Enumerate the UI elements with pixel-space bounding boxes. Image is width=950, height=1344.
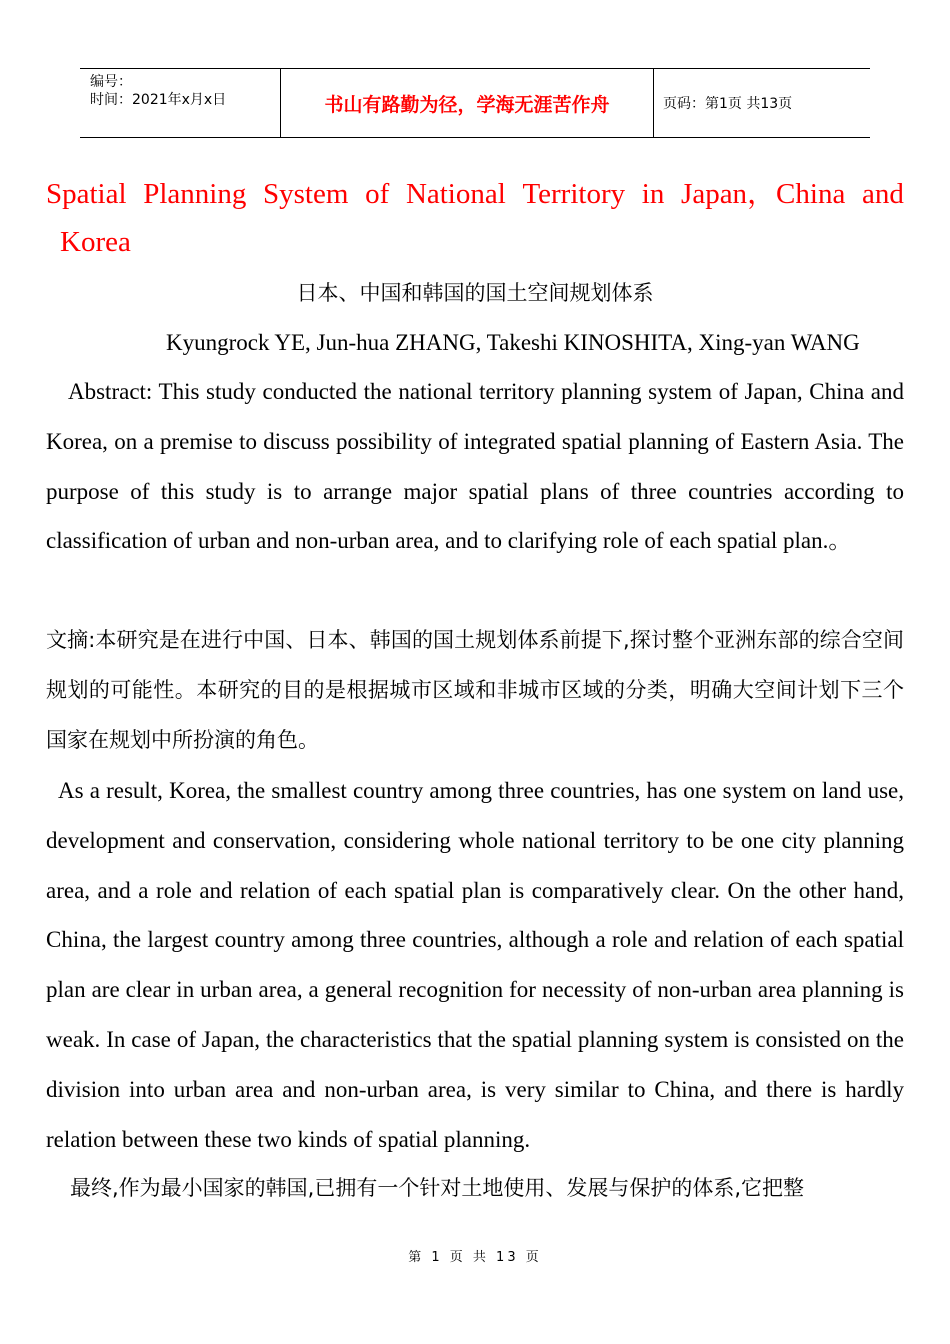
abstract-chinese: 文摘:本研究是在进行中国、日本、韩国的国土规划体系前提下,探讨整个亚洲东部的综合空间规划的可能性。本研究的目的是根据城市区域和非城市区域的分类，明确大空间计划下三个国家在规划中所扮演的角色。 (46, 628, 904, 752)
page-info: 页码：第1页 共13页 (663, 96, 793, 112)
abstract-english: Abstract: This study conducted the national territory planning system of Japan, China and Korea, on a premise to discuss possibility of integrated spatial planning of Eastern Asia. The purpose of this study is to arrange major spatial plans of three countries according to classification of urban and non-urban area, and to clarifying role of each spatial plan.。 (46, 379, 904, 554)
title-word: Spatial (46, 178, 127, 210)
result-paragraph-english: As a result, Korea, the smallest country among three countries, has one system on land use, development and conservation, considering whole national territory to be one city planning area, and a role and relation of each spatial plan is comparatively clear. On the other hand, China, the largest country among three countries, although a role and relation of each spatial plan are clear in urban area, a general recognition for necessity of non-urban area planning is weak. In case of Japan, the characteristics that the spatial planning system is consisted on the division into urban area and non-urban area, is very similar to China, and there is hardly relation between these two kinds of spatial planning. (46, 778, 904, 1152)
authors: Kyungrock YE, Jun-hua ZHANG, Takeshi KINOSHITA, Xing-yan WANG (166, 330, 860, 355)
header-page-cell (654, 69, 870, 137)
header-table (80, 68, 870, 138)
header-meta-cell (80, 69, 281, 137)
title-word: and (862, 178, 904, 210)
title-word: Japan，China (681, 178, 846, 210)
title-line-1 (46, 170, 904, 218)
title-word: System (263, 178, 349, 210)
chinese-subtitle: 日本、中国和韩国的国土空间规划体系 (296, 281, 654, 305)
title-word: of (365, 178, 390, 210)
result-paragraph-chinese: 最终,作为最小国家的韩国,已拥有一个针对土地使用、发展与保护的体系,它把整 (70, 1176, 805, 1200)
header-motto-cell (281, 69, 654, 137)
title-word: in (641, 178, 665, 210)
title-word: Planning (143, 178, 247, 210)
title-line-2: Korea (60, 226, 131, 258)
title-word: National (405, 178, 506, 210)
title-word: Territory (522, 178, 626, 210)
document-title (46, 170, 904, 266)
page-footer: 第 1 页 共 13 页 (408, 1250, 542, 1265)
motto-text: 书山有路勤为径，学海无涯苦作舟 (324, 93, 610, 116)
serial-number-label: 编号： (90, 74, 132, 90)
date-label: 时间：2021年x月x日 (90, 92, 227, 108)
